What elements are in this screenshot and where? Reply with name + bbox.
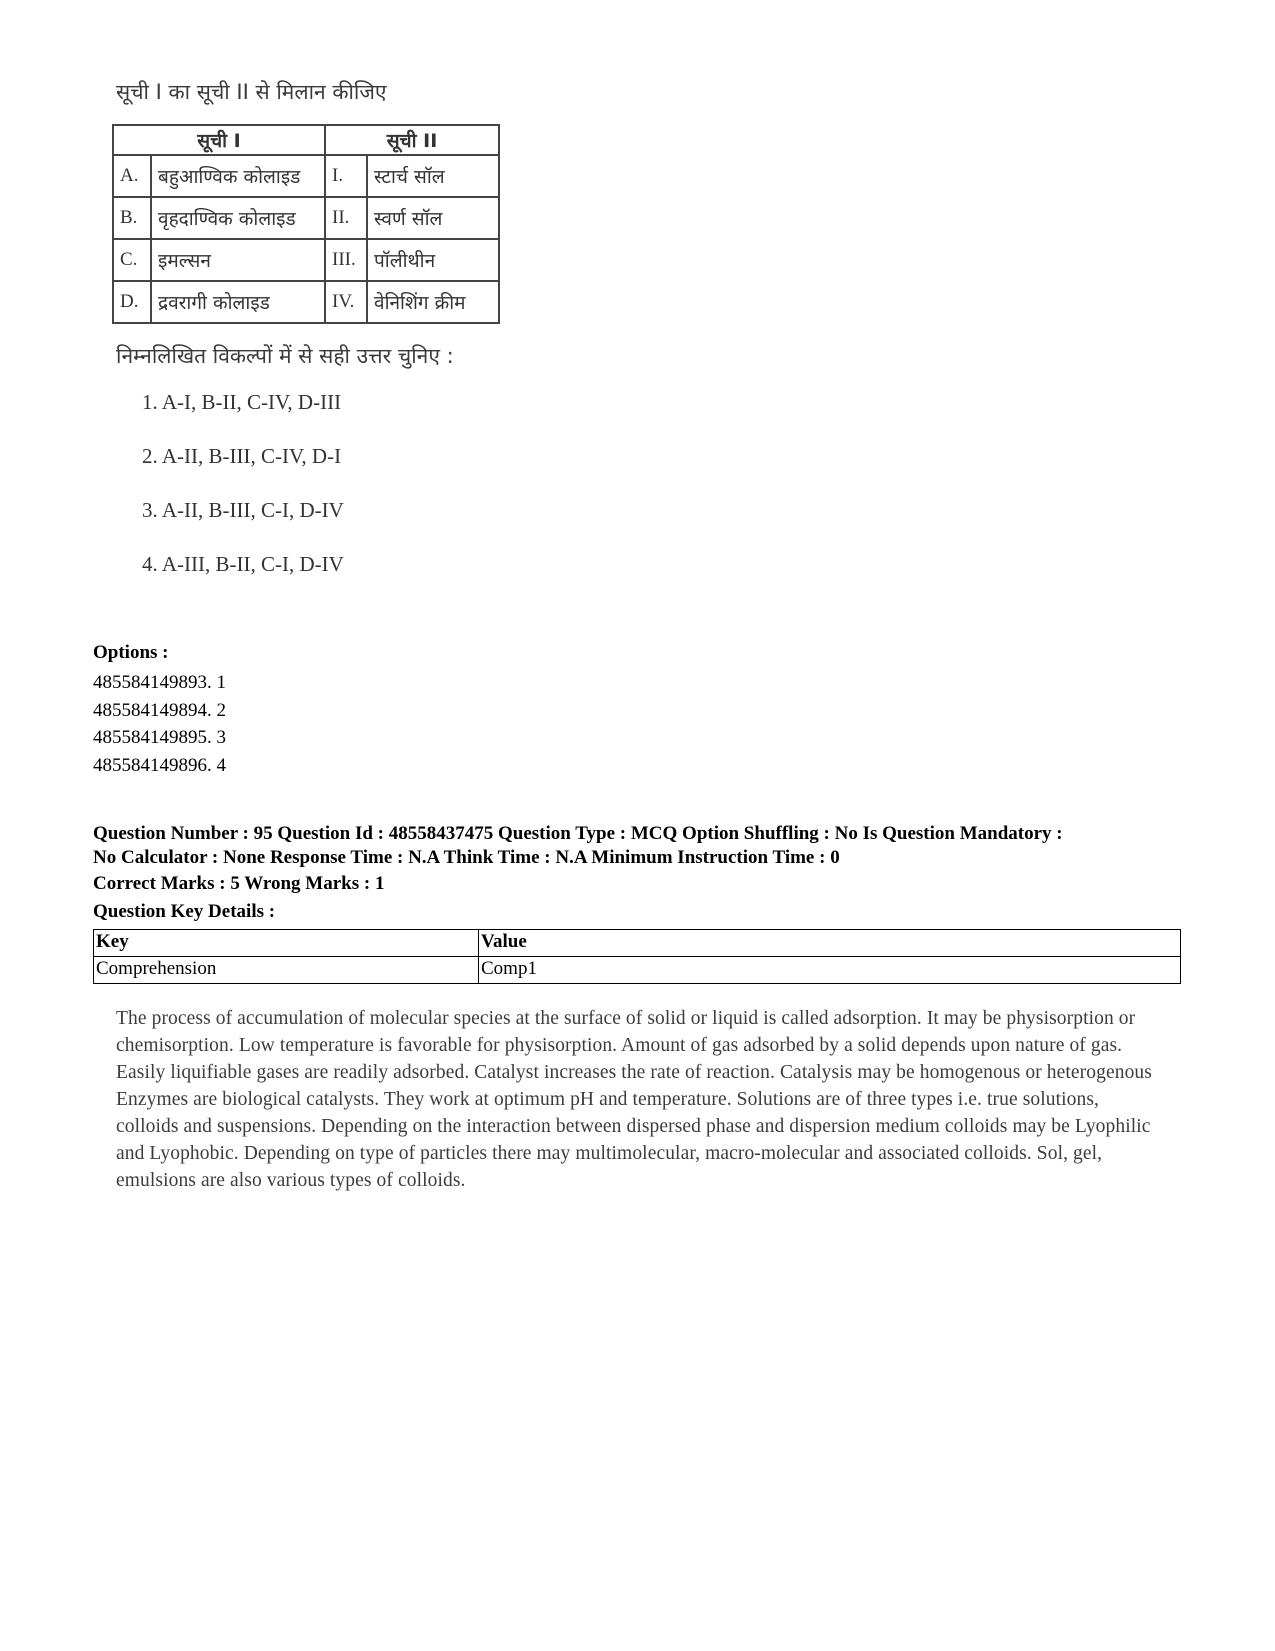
match-row <box>113 281 499 323</box>
row-letter: B. <box>113 197 151 239</box>
option-item: 485584149893. 1 <box>93 672 226 693</box>
question-meta-line: Question Number : 95 Question Id : 48558437475 Question Type : MCQ Option Shuffling : No Is Question Mandatory : <box>93 823 1063 844</box>
list-one-item: द्रवरागी कोलाइड <box>151 281 325 323</box>
match-table <box>112 124 500 324</box>
option-item: 485584149895. 3 <box>93 727 226 748</box>
list-one-item: वृहदाण्विक कोलाइड <box>151 197 325 239</box>
table-row <box>94 957 1181 984</box>
question-meta-line: No Calculator : None Response Time : N.A Think Time : N.A Minimum Instruction Time : 0 <box>93 847 840 868</box>
list-two-item: स्टार्च सॉल <box>367 155 499 197</box>
list-one-item: बहुआण्विक कोलाइड <box>151 155 325 197</box>
options-label: Options : <box>93 642 169 663</box>
key-header: Key <box>94 930 479 957</box>
list-two-header: सूची II <box>325 125 499 155</box>
match-row <box>113 197 499 239</box>
row-roman: II. <box>325 197 367 239</box>
list-two-item: स्वर्ण सॉल <box>367 197 499 239</box>
row-letter: D. <box>113 281 151 323</box>
answer-choice: 2. A-II, B-III, C-IV, D-I <box>142 444 342 468</box>
option-item: 485584149896. 4 <box>93 754 226 776</box>
list-two-item: वेनिशिंग क्रीम <box>367 281 499 323</box>
list-two-item: पॉलीथीन <box>367 239 499 281</box>
row-roman: III. <box>325 239 367 281</box>
row-letter: C. <box>113 239 151 281</box>
list-one-header: सूची I <box>113 125 325 155</box>
list-one-item: इमल्सन <box>151 239 325 281</box>
match-row <box>113 155 499 197</box>
key-details-table <box>93 929 1181 984</box>
value-header: Value <box>479 930 1181 957</box>
value-cell: Comp1 <box>479 957 1181 984</box>
match-row <box>113 239 499 281</box>
answer-choice: 1. A-I, B-II, C-IV, D-III <box>142 390 342 414</box>
match-heading: सूची I का सूची II से मिलान कीजिए <box>116 80 387 104</box>
option-item: 485584149894. 2 <box>93 699 226 721</box>
match-table-header <box>113 125 499 155</box>
answer-choice: 3. A-II, B-III, C-I, D-IV <box>142 498 344 522</box>
key-table-header <box>94 930 1181 957</box>
key-details-label: Question Key Details : <box>93 901 276 922</box>
choose-instruction: निम्नलिखित विकल्पों में से सही उत्तर चुनिए : <box>116 344 454 368</box>
row-roman: IV. <box>325 281 367 323</box>
row-letter: A. <box>113 155 151 197</box>
question-image <box>112 78 632 606</box>
row-roman: I. <box>325 155 367 197</box>
marks-line: Correct Marks : 5 Wrong Marks : 1 <box>93 873 385 894</box>
question-meta <box>93 822 1193 870</box>
key-cell: Comprehension <box>94 957 479 984</box>
comprehension-passage: The process of accumulation of molecular species at the surface of solid or liquid is called adsorption. It may be physisorption or chemisorption. Low temperature is favorable for physisorption. Amount of gas adsorbed by a solid depends upon nature of gas. Easily liquifiable gases are readily adsorbed. Catalyst increases the rate of reaction. Catalysis may be homogenous or heterogenous Enzymes are biological catalysts. They work at optimum pH and temperature. Solutions are of three types i.e. true solutions, colloids and suspensions. Depending on the interaction between dispersed phase and dispersion medium colloids may be Lyophilic and Lyophobic. Depending on type of particles there may multimolecular, macro-molecular and associated colloids. Sol, gel, emulsions are also various types of colloids. <box>116 1008 1152 1191</box>
answer-choice: 4. A-III, B-II, C-I, D-IV <box>142 552 344 576</box>
options-list <box>93 669 226 779</box>
